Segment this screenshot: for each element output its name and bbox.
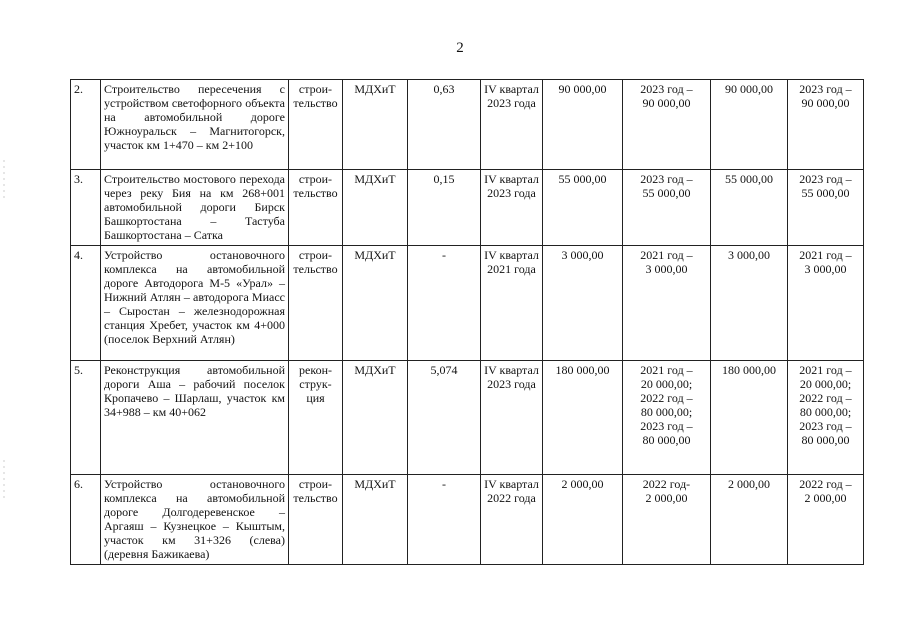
cost-by-year-line: 3 000,00 bbox=[645, 262, 688, 276]
table-row bbox=[71, 361, 864, 475]
total-cost-cell: 180 000,00 bbox=[543, 361, 623, 475]
work-type-text: строи- тельство bbox=[293, 82, 338, 110]
responsible-org-cell: МДХиТ bbox=[343, 475, 408, 565]
length-km-cell: 0,63 bbox=[408, 80, 481, 170]
cost-by-year-line: 2021 год – bbox=[640, 248, 693, 262]
table-row bbox=[71, 246, 864, 361]
cost-by-year-2-line: 2021 год – bbox=[799, 248, 852, 262]
length-km-cell: 0,15 bbox=[408, 170, 481, 246]
cost-by-year-line: 2021 год – bbox=[640, 363, 693, 377]
cost-by-year-2-line: 80 000,00; bbox=[799, 405, 852, 419]
cost-by-year-line: 80 000,00; bbox=[640, 405, 693, 419]
cost-by-year-line: 2023 год – bbox=[640, 419, 693, 433]
row-number-cell: 2. bbox=[71, 80, 101, 170]
cost-by-year-2-line: 90 000,00 bbox=[801, 96, 850, 110]
cost-by-year-line: 2 000,00 bbox=[645, 491, 688, 505]
cost-by-year-line: 2022 год- bbox=[642, 477, 691, 491]
objects-table bbox=[70, 79, 864, 565]
binding-holes-decoration bbox=[3, 160, 5, 620]
cost-by-year-cell bbox=[623, 475, 711, 565]
cost-by-year-2-line: 2023 год – bbox=[799, 82, 852, 96]
object-name-cell: Реконструкция автомобильной дороги Аша – рабочий поселок Кропачево – Шарлаш, участок км 34+988 – км 40+062 bbox=[101, 361, 289, 475]
object-name-cell: Устройство остановочного комплекса на автомобильной дороге Долгодеревенское – Аргаяш – Кузнецкое – Кыштым, участок км 31+326 (слева) (деревня Бажикаева) bbox=[101, 475, 289, 565]
length-km-cell: 5,074 bbox=[408, 361, 481, 475]
total-cost-2-cell: 2 000,00 bbox=[711, 475, 788, 565]
responsible-org-cell: МДХиТ bbox=[343, 361, 408, 475]
cost-by-year-cell bbox=[623, 361, 711, 475]
work-type-text: строи- тельство bbox=[293, 172, 338, 200]
cost-by-year-line: 80 000,00 bbox=[642, 433, 691, 447]
cost-by-year-2-line: 2023 год – bbox=[799, 172, 852, 186]
cost-by-year-cell bbox=[623, 246, 711, 361]
length-km-cell: - bbox=[408, 246, 481, 361]
total-cost-cell: 55 000,00 bbox=[543, 170, 623, 246]
cost-by-year-cell bbox=[623, 80, 711, 170]
responsible-org-cell: МДХиТ bbox=[343, 246, 408, 361]
cost-by-year-line: 2022 год – bbox=[640, 391, 693, 405]
table-row bbox=[71, 80, 864, 170]
work-type-text: рекон- струк- ция bbox=[299, 363, 332, 405]
object-name-cell: Строительство мостового перехода через реку Бия на км 268+001 автомобильной дороги Бирск Башкортостана – Тастуба Башкортостана – Сатка bbox=[101, 170, 289, 246]
row-number-cell: 3. bbox=[71, 170, 101, 246]
cost-by-year-2-line: 2021 год – bbox=[799, 363, 852, 377]
cost-by-year-2-line: 2022 год – bbox=[799, 391, 852, 405]
cost-by-year-line: 2023 год – bbox=[640, 82, 693, 96]
work-type-cell bbox=[289, 246, 343, 361]
cost-by-year-2-line: 55 000,00 bbox=[801, 186, 850, 200]
total-cost-2-cell: 55 000,00 bbox=[711, 170, 788, 246]
cost-by-year-2-line: 2023 год – bbox=[799, 419, 852, 433]
work-type-cell bbox=[289, 475, 343, 565]
cost-by-year-line: 2023 год – bbox=[640, 172, 693, 186]
work-type-cell bbox=[289, 80, 343, 170]
table-row bbox=[71, 475, 864, 565]
cost-by-year-line: 90 000,00 bbox=[642, 96, 691, 110]
object-name-cell: Устройство остановочного комплекса на автомобильной дороге Автодорога М-5 «Урал» – Нижний Атлян – автодорога Миасс – Сыростан – железнодорожная станция Хребет, участок км 4+000 (поселок Верхний Атлян) bbox=[101, 246, 289, 361]
work-type-cell bbox=[289, 170, 343, 246]
row-number-cell: 6. bbox=[71, 475, 101, 565]
cost-by-year-2-line: 20 000,00; bbox=[799, 377, 852, 391]
work-type-text: строи- тельство bbox=[293, 248, 338, 276]
total-cost-cell: 2 000,00 bbox=[543, 475, 623, 565]
cost-by-year-line: 20 000,00; bbox=[640, 377, 693, 391]
deadline-cell: IV квартал 2023 года bbox=[481, 80, 543, 170]
responsible-org-cell: МДХиТ bbox=[343, 170, 408, 246]
length-km-cell: - bbox=[408, 475, 481, 565]
total-cost-2-cell: 3 000,00 bbox=[711, 246, 788, 361]
total-cost-cell: 90 000,00 bbox=[543, 80, 623, 170]
deadline-cell: IV квартал 2023 года bbox=[481, 361, 543, 475]
cost-by-year-line: 55 000,00 bbox=[642, 186, 691, 200]
cost-by-year-2-cell bbox=[788, 475, 864, 565]
cost-by-year-2-cell bbox=[788, 361, 864, 475]
deadline-cell: IV квартал 2021 года bbox=[481, 246, 543, 361]
work-type-cell bbox=[289, 361, 343, 475]
cost-by-year-cell bbox=[623, 170, 711, 246]
responsible-org-cell: МДХиТ bbox=[343, 80, 408, 170]
cost-by-year-2-line: 2022 год – bbox=[799, 477, 852, 491]
row-number-cell: 4. bbox=[71, 246, 101, 361]
cost-by-year-2-line: 2 000,00 bbox=[804, 491, 847, 505]
table-row bbox=[71, 170, 864, 246]
total-cost-2-cell: 180 000,00 bbox=[711, 361, 788, 475]
object-name-cell: Строительство пересечения с устройством светофорного объекта на автомобильной дороге Южноуральск – Магнитогорск, участок км 1+470 – км 2+100 bbox=[101, 80, 289, 170]
cost-by-year-2-line: 80 000,00 bbox=[801, 433, 850, 447]
page-number: 2 bbox=[456, 40, 464, 56]
total-cost-2-cell: 90 000,00 bbox=[711, 80, 788, 170]
cost-by-year-2-cell bbox=[788, 246, 864, 361]
cost-by-year-2-cell bbox=[788, 170, 864, 246]
deadline-cell: IV квартал 2023 года bbox=[481, 170, 543, 246]
cost-by-year-2-line: 3 000,00 bbox=[804, 262, 847, 276]
work-type-text: строи- тельство bbox=[293, 477, 338, 505]
row-number-cell: 5. bbox=[71, 361, 101, 475]
total-cost-cell: 3 000,00 bbox=[543, 246, 623, 361]
cost-by-year-2-cell bbox=[788, 80, 864, 170]
deadline-cell: IV квартал 2022 года bbox=[481, 475, 543, 565]
